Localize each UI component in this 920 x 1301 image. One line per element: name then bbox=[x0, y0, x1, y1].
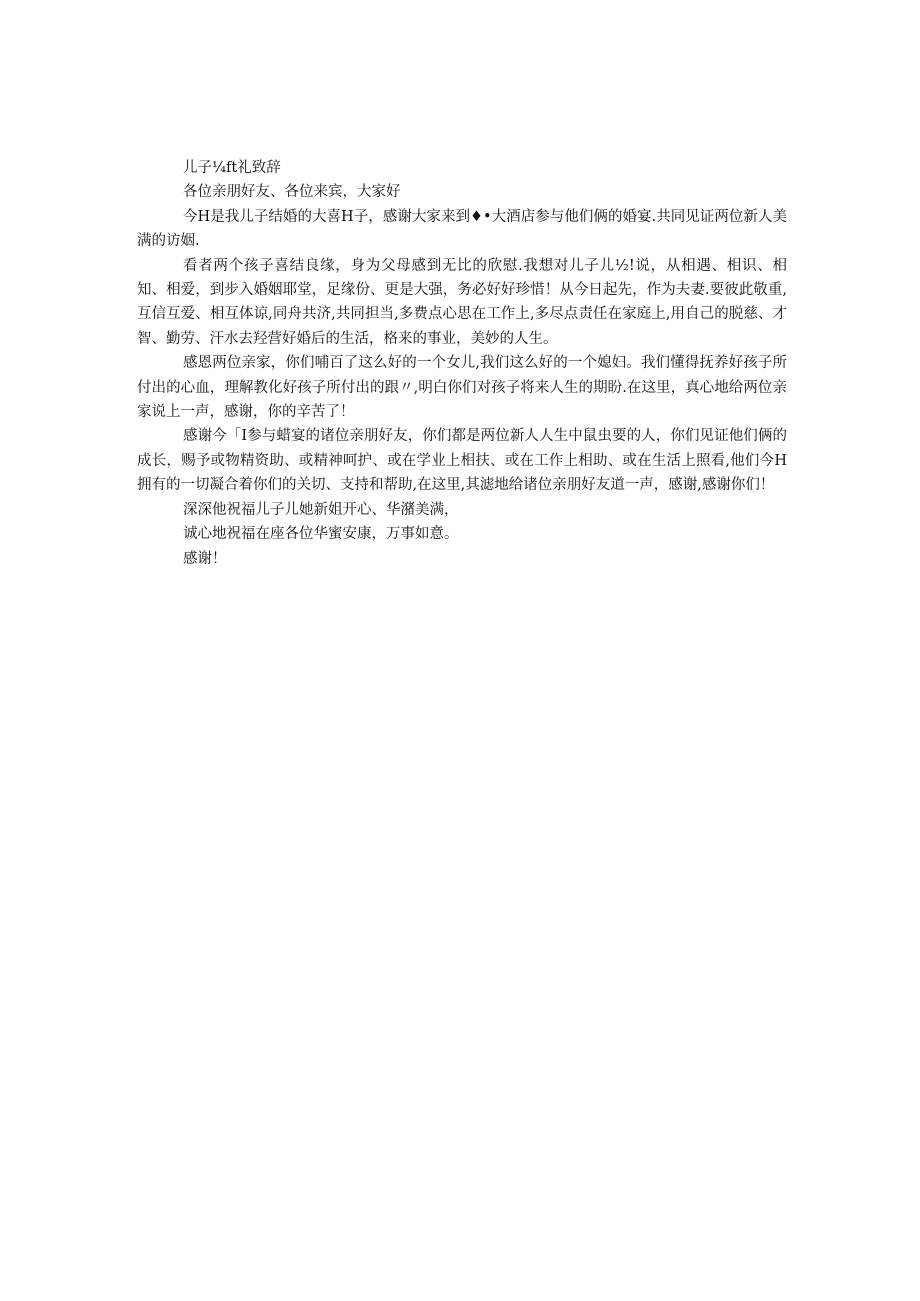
paragraph-closing: 感谢！ bbox=[183, 550, 227, 567]
speech-title: 儿子¼ft礼致辞 bbox=[183, 160, 281, 176]
paragraph-greeting: 各位亲朋好友、各位来宾，大家好 bbox=[183, 184, 401, 201]
paragraph-blessing-couple: 深深他祝福儿子儿她新姐开心、华潴美满， bbox=[183, 501, 459, 518]
paragraph-to-in-laws: 感恩两位亲家，你们哺百了这么好的一个女儿,我们这么好的一个媳妇。我们懂得抚养好孩子所付出的心血，理解教化好孩子所付出的跟〃,明白你们对孩子将来人生的期盼.在这里，真心地给两位亲家说上一声，感谢，你的辛苦了！ bbox=[137, 355, 787, 421]
paragraph-to-couple: 看者两个孩子喜结良缘，身为父母感到无比的欣慰.我想对儿子儿½!说，从相遇、相识、相知、相爱，到步入婚姻耶堂，足缘份、更是大强，务必好好珍惜！从今日起先，作为夫妻.要彼此敬重,互信互爱、相互体谅,同舟共济,共同担当,多费点心思在工作上,多尽点责任在家庭上,用自己的脱慈、才智、勤劳、汗水去羟营好婚后的生活，格来的事业，美妙的人生。 bbox=[137, 257, 787, 347]
paragraph-to-guests: 感谢今「I参与蜡宴的诸位亲朋好友，你们都是两位新人人生中鼠虫要的人，你们见证他们俩的成长，赐予或物精资助、或精神呵护、或在学业上相扶、或在工作上相助、或在生活上照看,他们今H拥有的一切凝合着你们的关切、支持和帮助,在这里,其滤地给诸位亲朋好友道一声，感谢,感谢你们！ bbox=[137, 428, 787, 494]
paragraph-opening: 今H是我儿子结婚的大喜H子，感谢大家来到♦•大酒店参与他们俩的婚宴.共同见证两位新人美满的访姻. bbox=[137, 208, 787, 250]
speech-body bbox=[137, 156, 787, 571]
paragraph-blessing-guests: 诚心地祝福在座各位华蜜安康，万事如意。 bbox=[183, 526, 459, 543]
